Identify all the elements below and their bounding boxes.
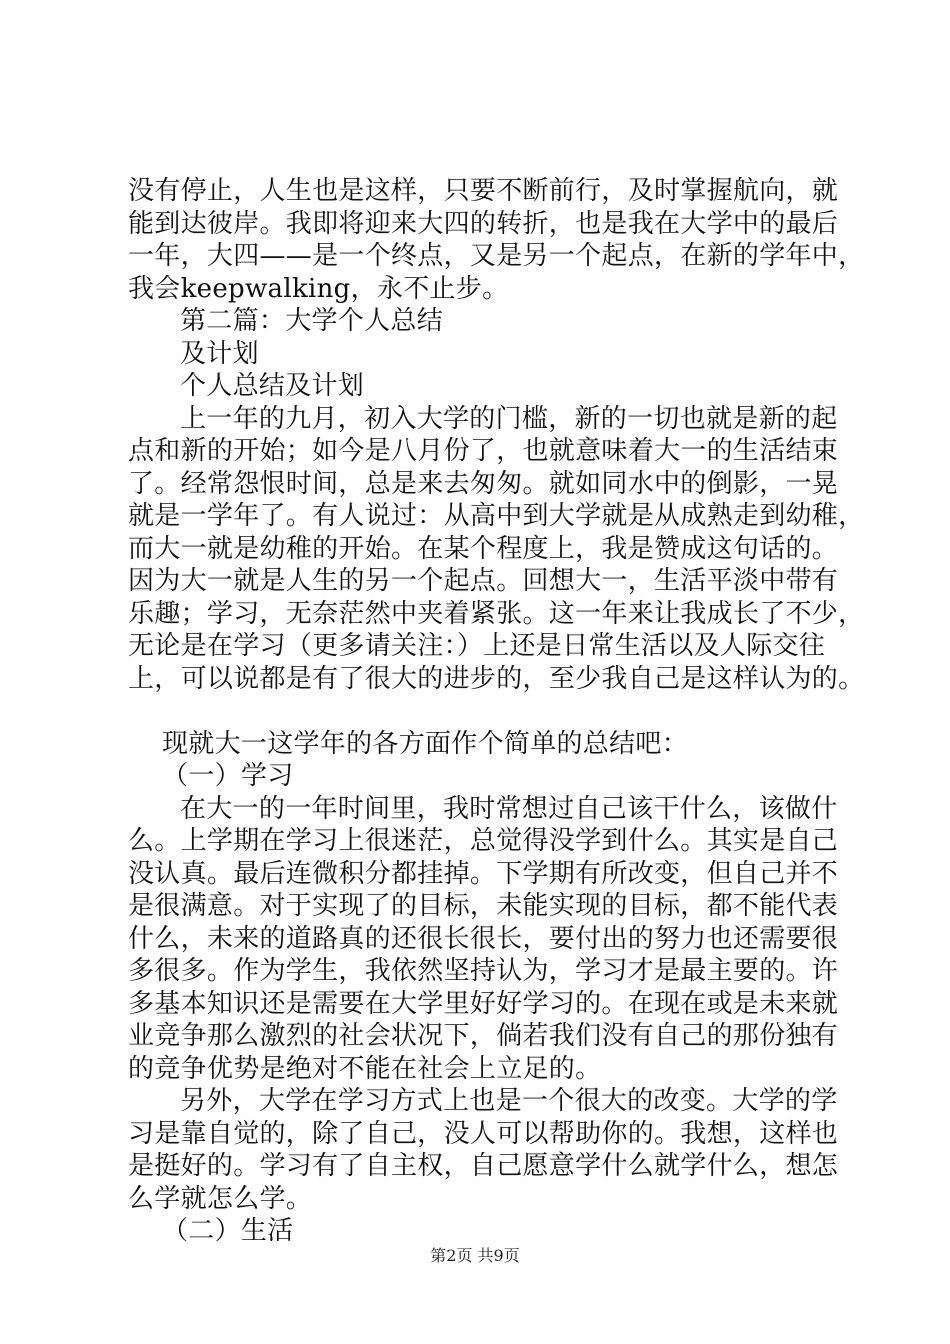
text-line: 的竞争优势是绝对不能在社会上立足的。	[128, 1053, 602, 1084]
text-line: 没有停止，人生也是这样，只要不断前行，及时掌握航向，就	[128, 176, 839, 206]
text-line: 我会keepwalking，永不止步。	[128, 273, 509, 304]
text-line: 了。经常怨恨时间，总是来去匆匆。就如同水中的倒影，一晃	[128, 468, 839, 499]
text-line: 多基本知识还是需要在大学里好好学习的。在现在或是未来就	[128, 988, 839, 1019]
section-heading: 第二篇：大学个人总结	[180, 306, 444, 336]
text-line: 么。上学期在学习上很迷茫，总觉得没学到什么。其实是自己	[128, 826, 839, 856]
text-line: 而大一就是幼稚的开始。在某个程度上，我是赞成这句话的。	[128, 533, 839, 564]
text-line: 是挺好的。学习有了自主权，自己愿意学什么就学什么，想怎	[128, 1151, 839, 1181]
text-line: 多很多。作为学生，我依然坚持认为，学习才是最主要的。许	[128, 956, 839, 986]
text-line: 因为大一就是人生的另一个起点。回想大一，生活平淡中带有	[128, 566, 839, 596]
page-footer: 第2页 共9页	[430, 1246, 520, 1265]
text-line: 能到达彼岸。我即将迎来大四的转折，也是我在大学中的最后	[128, 208, 839, 239]
text-line: 是很满意。对于实现了的目标，未能实现的目标，都不能代表	[128, 891, 839, 921]
text-line: 现就大一这学年的各方面作个简单的总结吧：	[162, 728, 689, 759]
text-line: 一年，大四——是一个终点，又是另一个起点，在新的学年中，	[128, 241, 865, 271]
text-line: 上，可以说都是有了很大的进步的，至少我自己是这样认为的。	[128, 663, 865, 694]
text-line: 么学就怎么学。	[128, 1183, 313, 1214]
text-line: 在大一的一年时间里，我时常想过自己该干什么，该做什	[180, 793, 838, 824]
text-line: 就是一学年了。有人说过：从高中到大学就是从成熟走到幼稚，	[128, 501, 865, 531]
text-line: 点和新的开始；如今是八月份了，也就意味着大一的生活结束	[128, 436, 839, 466]
text-line: 乐趣；学习，无奈茫然中夹着紧张。这一年来让我成长了不少，	[128, 598, 865, 629]
text-line: 无论是在学习（更多请关注：）上还是日常生活以及人际交往	[128, 631, 826, 661]
text-line: 什么，未来的道路真的还很长很长，要付出的努力也还需要很	[128, 923, 839, 954]
text-line: 上一年的九月，初入大学的门槛，新的一切也就是新的起	[180, 403, 838, 434]
document-body	[128, 175, 865, 1248]
subsection-heading: （一）学习	[162, 761, 294, 791]
section-title: 个人总结及计划	[180, 371, 365, 401]
paragraph-gap	[128, 695, 833, 728]
text-line: 习是靠自觉的，除了自己，没人可以帮助你的。我想，这样也	[128, 1118, 839, 1149]
text-line: 没认真。最后连微积分都挂掉。下学期有所改变，但自己并不	[128, 858, 839, 889]
section-heading: 及计划	[180, 338, 259, 369]
text-line: 另外，大学在学习方式上也是一个很大的改变。大学的学	[180, 1086, 838, 1116]
subsection-heading: （二）生活	[162, 1216, 294, 1246]
text-line: 业竞争那么激烈的社会状况下，倘若我们没有自己的那份独有	[128, 1021, 839, 1051]
